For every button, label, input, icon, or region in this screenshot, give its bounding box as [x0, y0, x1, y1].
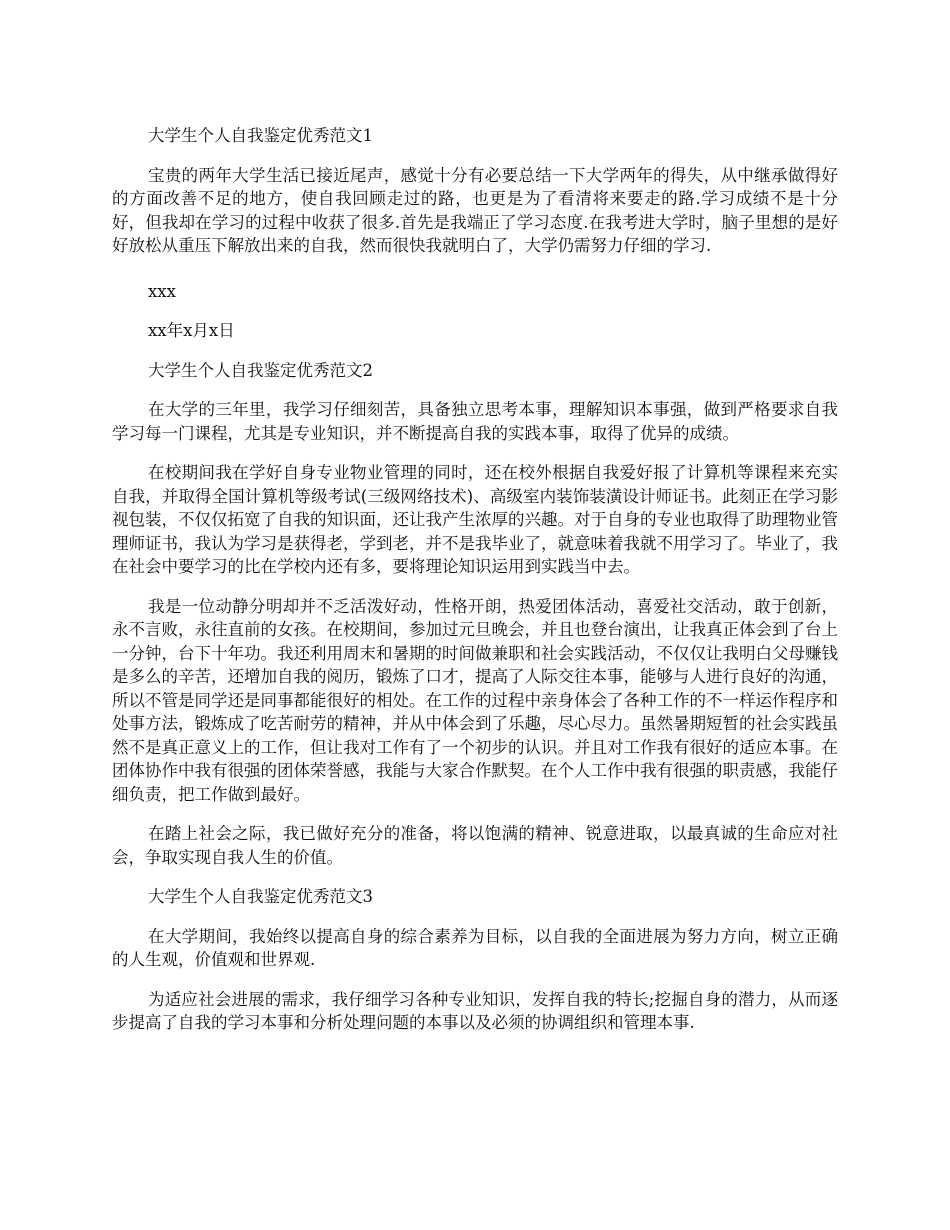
- section-heading: 大学生个人自我鉴定优秀范文3: [148, 887, 373, 906]
- signature: xxx: [148, 281, 176, 301]
- paragraph: 我是一位动静分明却并不乏活泼好动，性格开朗，热爱团体活动，喜爱社交活动，敢于创新，永不言败，永往直前的女孩。在校期间，参加过元旦晚会，并且也登台演出，让我真正体会到了台上一分钟，台下十年功。我还利用周末和暑期的时间做兼职和社会实践活动，不仅仅让我明白父母赚钱是多么的辛苦，还增加自我的阅历，锻炼了口才，提高了人际交往本事，能够与人进行良好的沟通，所以不管是同学还是同事都能很好的相处。在工作的过程中亲身体会了各种工作的不一样运作程序和处事方法，锻炼成了吃苦耐劳的精神，并从中体会到了乐趣，尽心尽力。虽然暑期短暂的社会实践虽然不是真正意义上的工作，但让我对工作有了一个初步的认识。并且对工作我有很好的适应本事。在团体协作中我有很强的团体荣誉感，我能与大家合作默契。在个人工作中我有很强的职责感，我能仔细负责，把工作做到最好。: [112, 596, 838, 804]
- section-heading: 大学生个人自我鉴定优秀范文2: [148, 360, 373, 380]
- paragraph: 宝贵的两年大学生活已接近尾声，感觉十分有必要总结一下大学两年的得失，从中继承做得好的方面改善不足的地方，使自我回顾走过的路，也更是为了看清将来要走的路.学习成绩不是十分好，但我却在学习的过程中收获了很多.首先是我端正了学习态度.在我考进大学时，脑子里想的是好好放松从重压下解放出来的自我，然而很快我就明白了，大学仍需努力仔细的学习.: [112, 165, 838, 255]
- date: xx年x月x日: [148, 321, 235, 340]
- document-body: [112, 124, 838, 1051]
- paragraph: 在大学期间，我始终以提高自身的综合素养为目标，以自我的全面进展为努力方向，树立正确的人生观，价值观和世界观.: [112, 926, 838, 969]
- section-heading: 大学生个人自我鉴定优秀范文1: [148, 126, 373, 145]
- paragraph: 在校期间我在学好自身专业物业管理的同时，还在校外根据自我爱好报了计算机等课程来充实自我，并取得全国计算机等级考试(三级网络技术)、高级室内装饰装潢设计师证书。此刻正在学习影视包装，不仅仅拓宽了自我的知识面，还让我产生浓厚的兴趣。对于自身的专业也取得了助理物业管理师证书，我认为学习是获得老，学到老，并不是我毕业了，就意味着我就不用学习了。毕业了，我在社会中要学习的比在学校内还有多，要将理论知识运用到实践当中去。: [112, 463, 838, 576]
- paragraph: 在踏上社会之际，我已做好充分的准备，将以饱满的精神、锐意进取，以最真诚的生命应对社会，争取实现自我人生的价值。: [112, 824, 838, 867]
- paragraph: 为适应社会进展的需求，我仔细学习各种专业知识，发挥自我的特长;挖掘自身的潜力，从而逐步提高了自我的学习本事和分析处理问题的本事以及必须的协调组织和管理本事.: [112, 989, 838, 1032]
- paragraph: 在大学的三年里，我学习仔细刻苦，具备独立思考本事，理解知识本事强，做到严格要求自我学习每一门课程，尤其是专业知识，并不断提高自我的实践本事，取得了优异的成绩。: [112, 400, 838, 443]
